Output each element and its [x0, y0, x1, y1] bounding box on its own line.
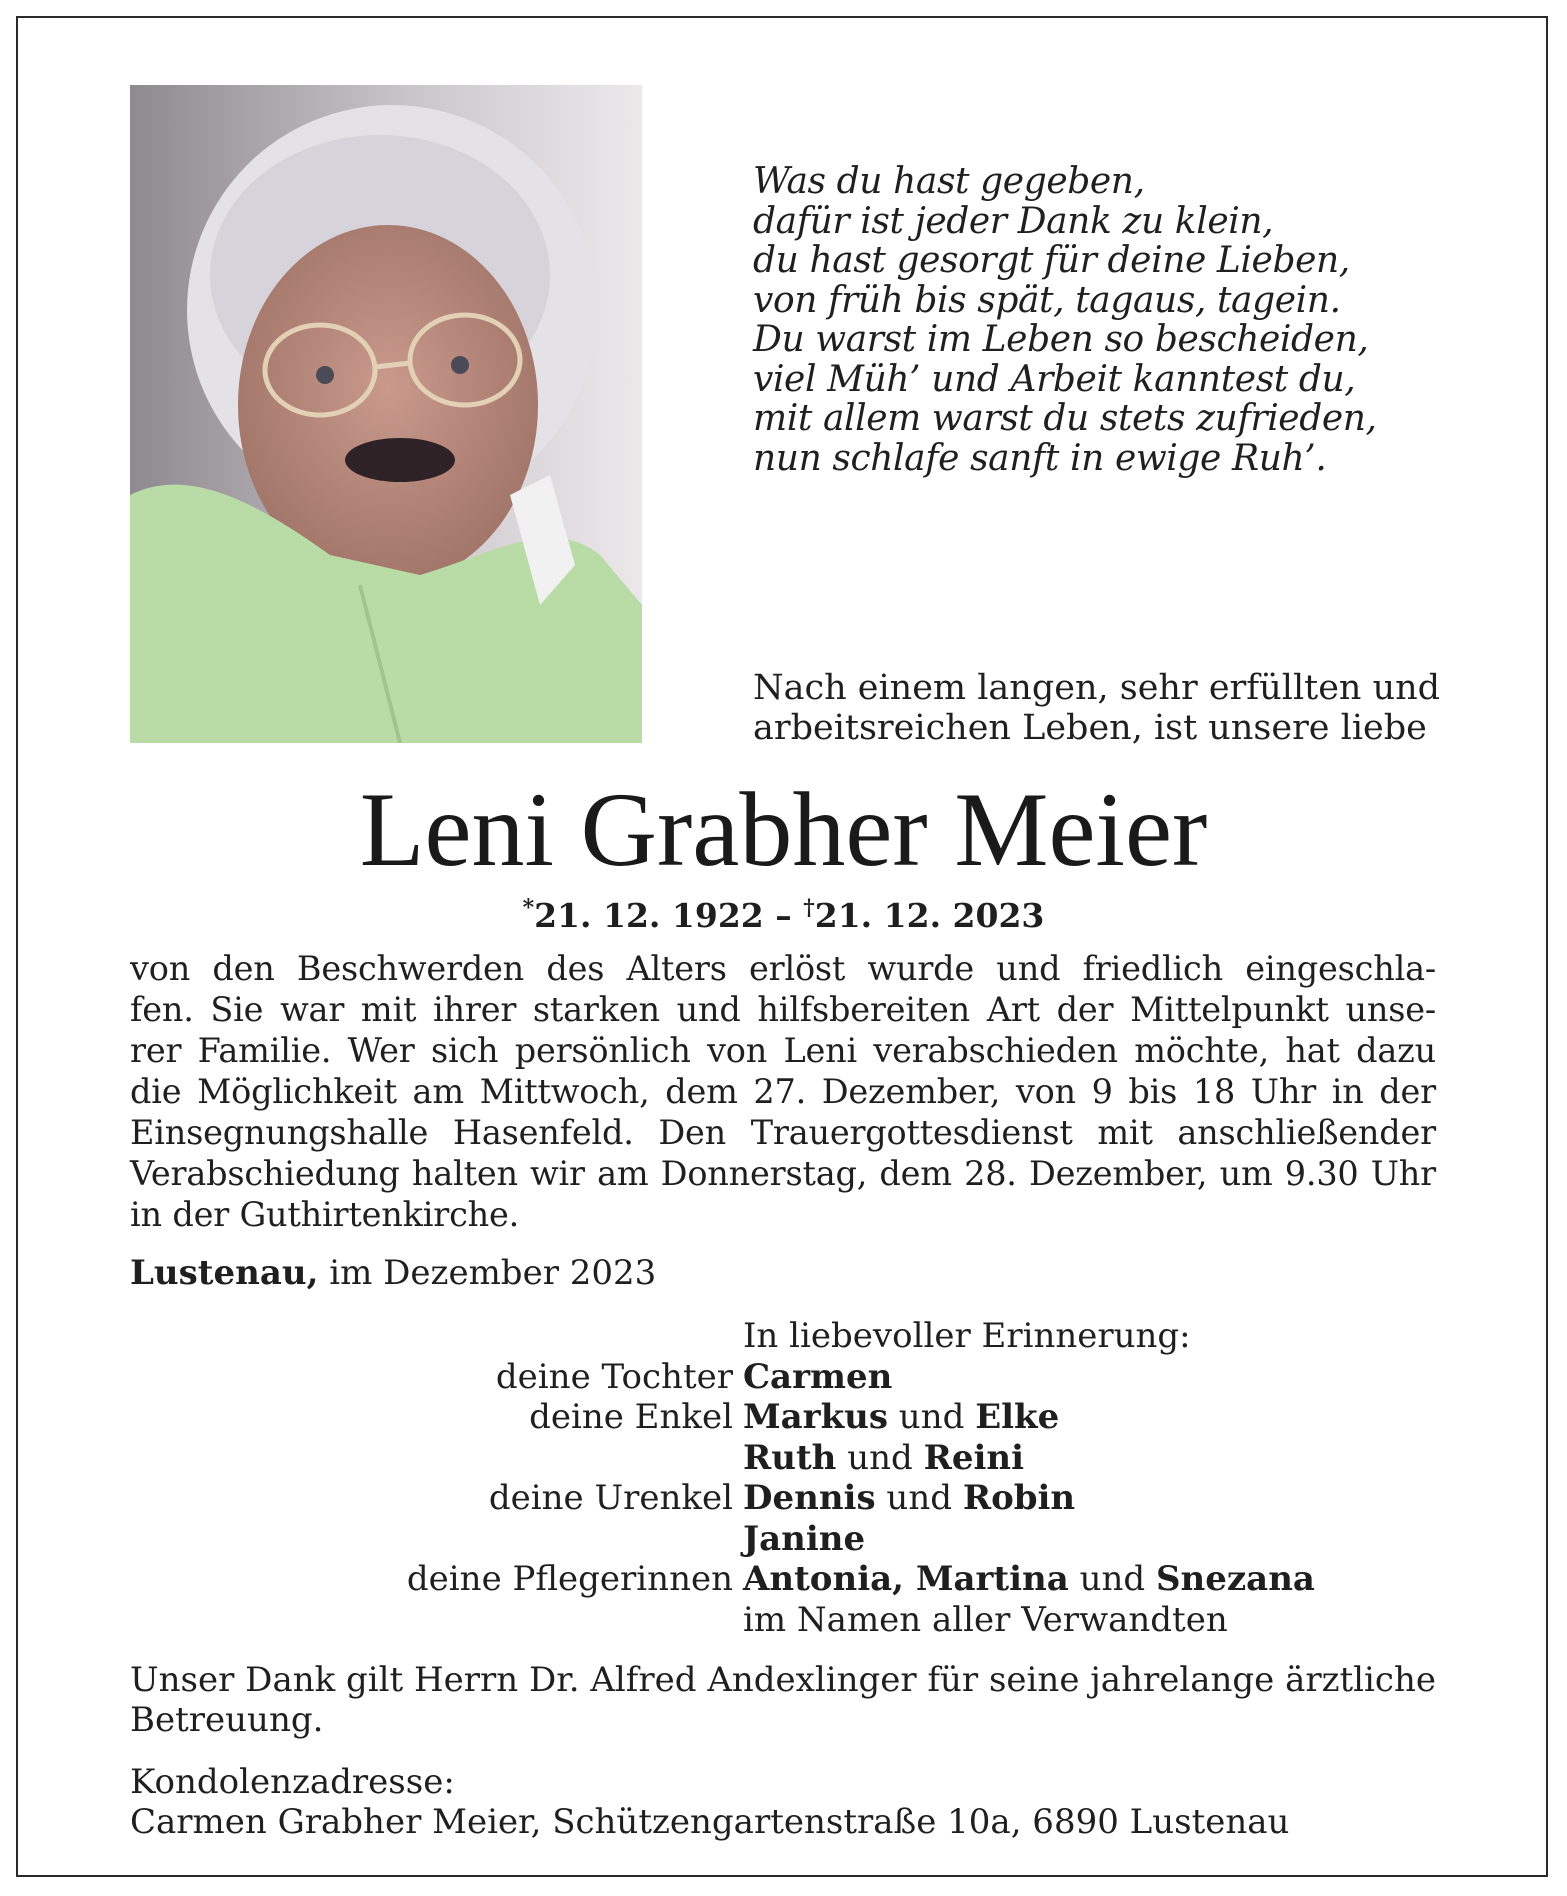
family-member-name: Elke [975, 1397, 1060, 1437]
family-member-name: Carmen [743, 1356, 893, 1397]
family-connector: im Namen aller Verwandten [743, 1599, 1228, 1640]
family-names [743, 1438, 1430, 1479]
family-relation: deine Tochter [495, 1356, 733, 1397]
deceased-name: Leni Grabher Meier [359, 771, 1208, 888]
family-relation [130, 1438, 743, 1479]
family-list [130, 1316, 1430, 1640]
poem-line: viel Müh’ und Arbeit kanntest du, [753, 358, 1356, 400]
family-member-name: Dennis [743, 1478, 876, 1518]
poem-line: du hast gesorgt für deine Lieben, [753, 240, 1350, 281]
thanks-line: Unser Dank gilt Herrn Dr. Alfred Andexlinger für seine jahrelange ärztliche [130, 1660, 1436, 1700]
death-symbol: † [803, 895, 815, 921]
date-separator: – [763, 896, 804, 935]
family-names [743, 1357, 1430, 1398]
portrait-photo [130, 85, 642, 743]
body-line: Einsegnungshalle Hasenfeld. Den Trauergottesdienst mit anschließender [130, 1113, 1436, 1152]
family-relation: deine Enkel [529, 1397, 733, 1437]
family-relation: deine Urenkel [488, 1478, 733, 1518]
family-names [743, 1600, 1430, 1641]
intro-text [753, 668, 1443, 748]
family-row [130, 1357, 1430, 1398]
life-dates [0, 888, 1567, 936]
poem-line: mit allem warst du stets zufrieden, [753, 398, 1377, 439]
family-connector: und [875, 1478, 963, 1518]
place-town: Lustenau, [130, 1253, 319, 1293]
family-member-name: Reini [923, 1437, 1025, 1478]
family-member-name: Ruth [743, 1437, 837, 1478]
body-line: in der Guthirtenkirche. [130, 1195, 520, 1234]
family-names [743, 1519, 1430, 1560]
family-connector: und [1068, 1559, 1156, 1599]
family-row [130, 1559, 1430, 1600]
body-line: die Möglichkeit am Mittwoch, dem 27. Dezember, von 9 bis 18 Uhr in der [130, 1072, 1436, 1111]
body-line: Verabschiedung halten wir am Donnerstag, dem 28. Dezember, um 9.30 Uhr [130, 1154, 1436, 1193]
family-member-name: Antonia, Martina [743, 1559, 1069, 1599]
family-heading: In liebevoller Erinnerung: [743, 1316, 1191, 1356]
thanks-line: Betreuung. [130, 1700, 324, 1740]
place-month: im Dezember 2023 [318, 1253, 657, 1293]
family-member-name: Markus [743, 1397, 888, 1437]
announcement-body [130, 948, 1436, 1235]
poem-line: Du warst im Leben so bescheiden, [753, 319, 1369, 360]
poem [753, 162, 1377, 478]
body-line: von den Beschwerden des Alters erlöst wurde und friedlich eingeschla- [130, 949, 1436, 988]
family-heading-row [130, 1316, 1430, 1357]
family-row [130, 1600, 1430, 1641]
family-member-name: Janine [743, 1518, 866, 1559]
family-relation [130, 1600, 743, 1641]
address-line: Carmen Grabher Meier, Schützengartenstraße 10a, 6890 Lustenau [130, 1802, 1290, 1842]
body-line: rer Familie. Wer sich persönlich von Leni verabschieden möchte, hat dazu [130, 1031, 1436, 1070]
place-date [130, 1253, 656, 1293]
family-relation: deine Pflegerinnen [406, 1559, 733, 1599]
family-member-name: Robin [962, 1478, 1076, 1518]
family-relation [130, 1519, 743, 1560]
birth-date: 21. 12. 1922 [534, 896, 764, 935]
family-connector: und [836, 1437, 924, 1478]
thanks-text [130, 1660, 1450, 1740]
poem-line: nun schlafe sanft in ewige Ruh’. [753, 437, 1327, 479]
family-row [130, 1438, 1430, 1479]
body-line: fen. Sie war mit ihrer starken und hilfsbereiten Art der Mittelpunkt unse- [130, 990, 1436, 1029]
family-connector: und [888, 1397, 976, 1437]
death-date: 21. 12. 2023 [814, 896, 1045, 935]
poem-line: von früh bis spät, tagaus, tagein. [753, 279, 1341, 321]
family-row [130, 1397, 1430, 1438]
family-row [130, 1478, 1430, 1519]
poem-line: Was du hast gegeben, [753, 161, 1145, 202]
condolence-address [130, 1762, 1450, 1842]
family-names [743, 1397, 1430, 1438]
poem-line: dafür ist jeder Dank zu klein, [753, 200, 1274, 242]
family-names [743, 1478, 1430, 1519]
birth-symbol: * [522, 895, 535, 921]
family-row [130, 1519, 1430, 1560]
family-member-name: Snezana [1155, 1559, 1315, 1599]
address-label: Kondolenzadresse: [130, 1762, 455, 1802]
intro-line: arbeitsreichen Leben, ist unsere liebe [753, 708, 1427, 748]
intro-line: Nach einem langen, sehr erfüllten und [753, 668, 1441, 708]
family-names [743, 1559, 1430, 1600]
